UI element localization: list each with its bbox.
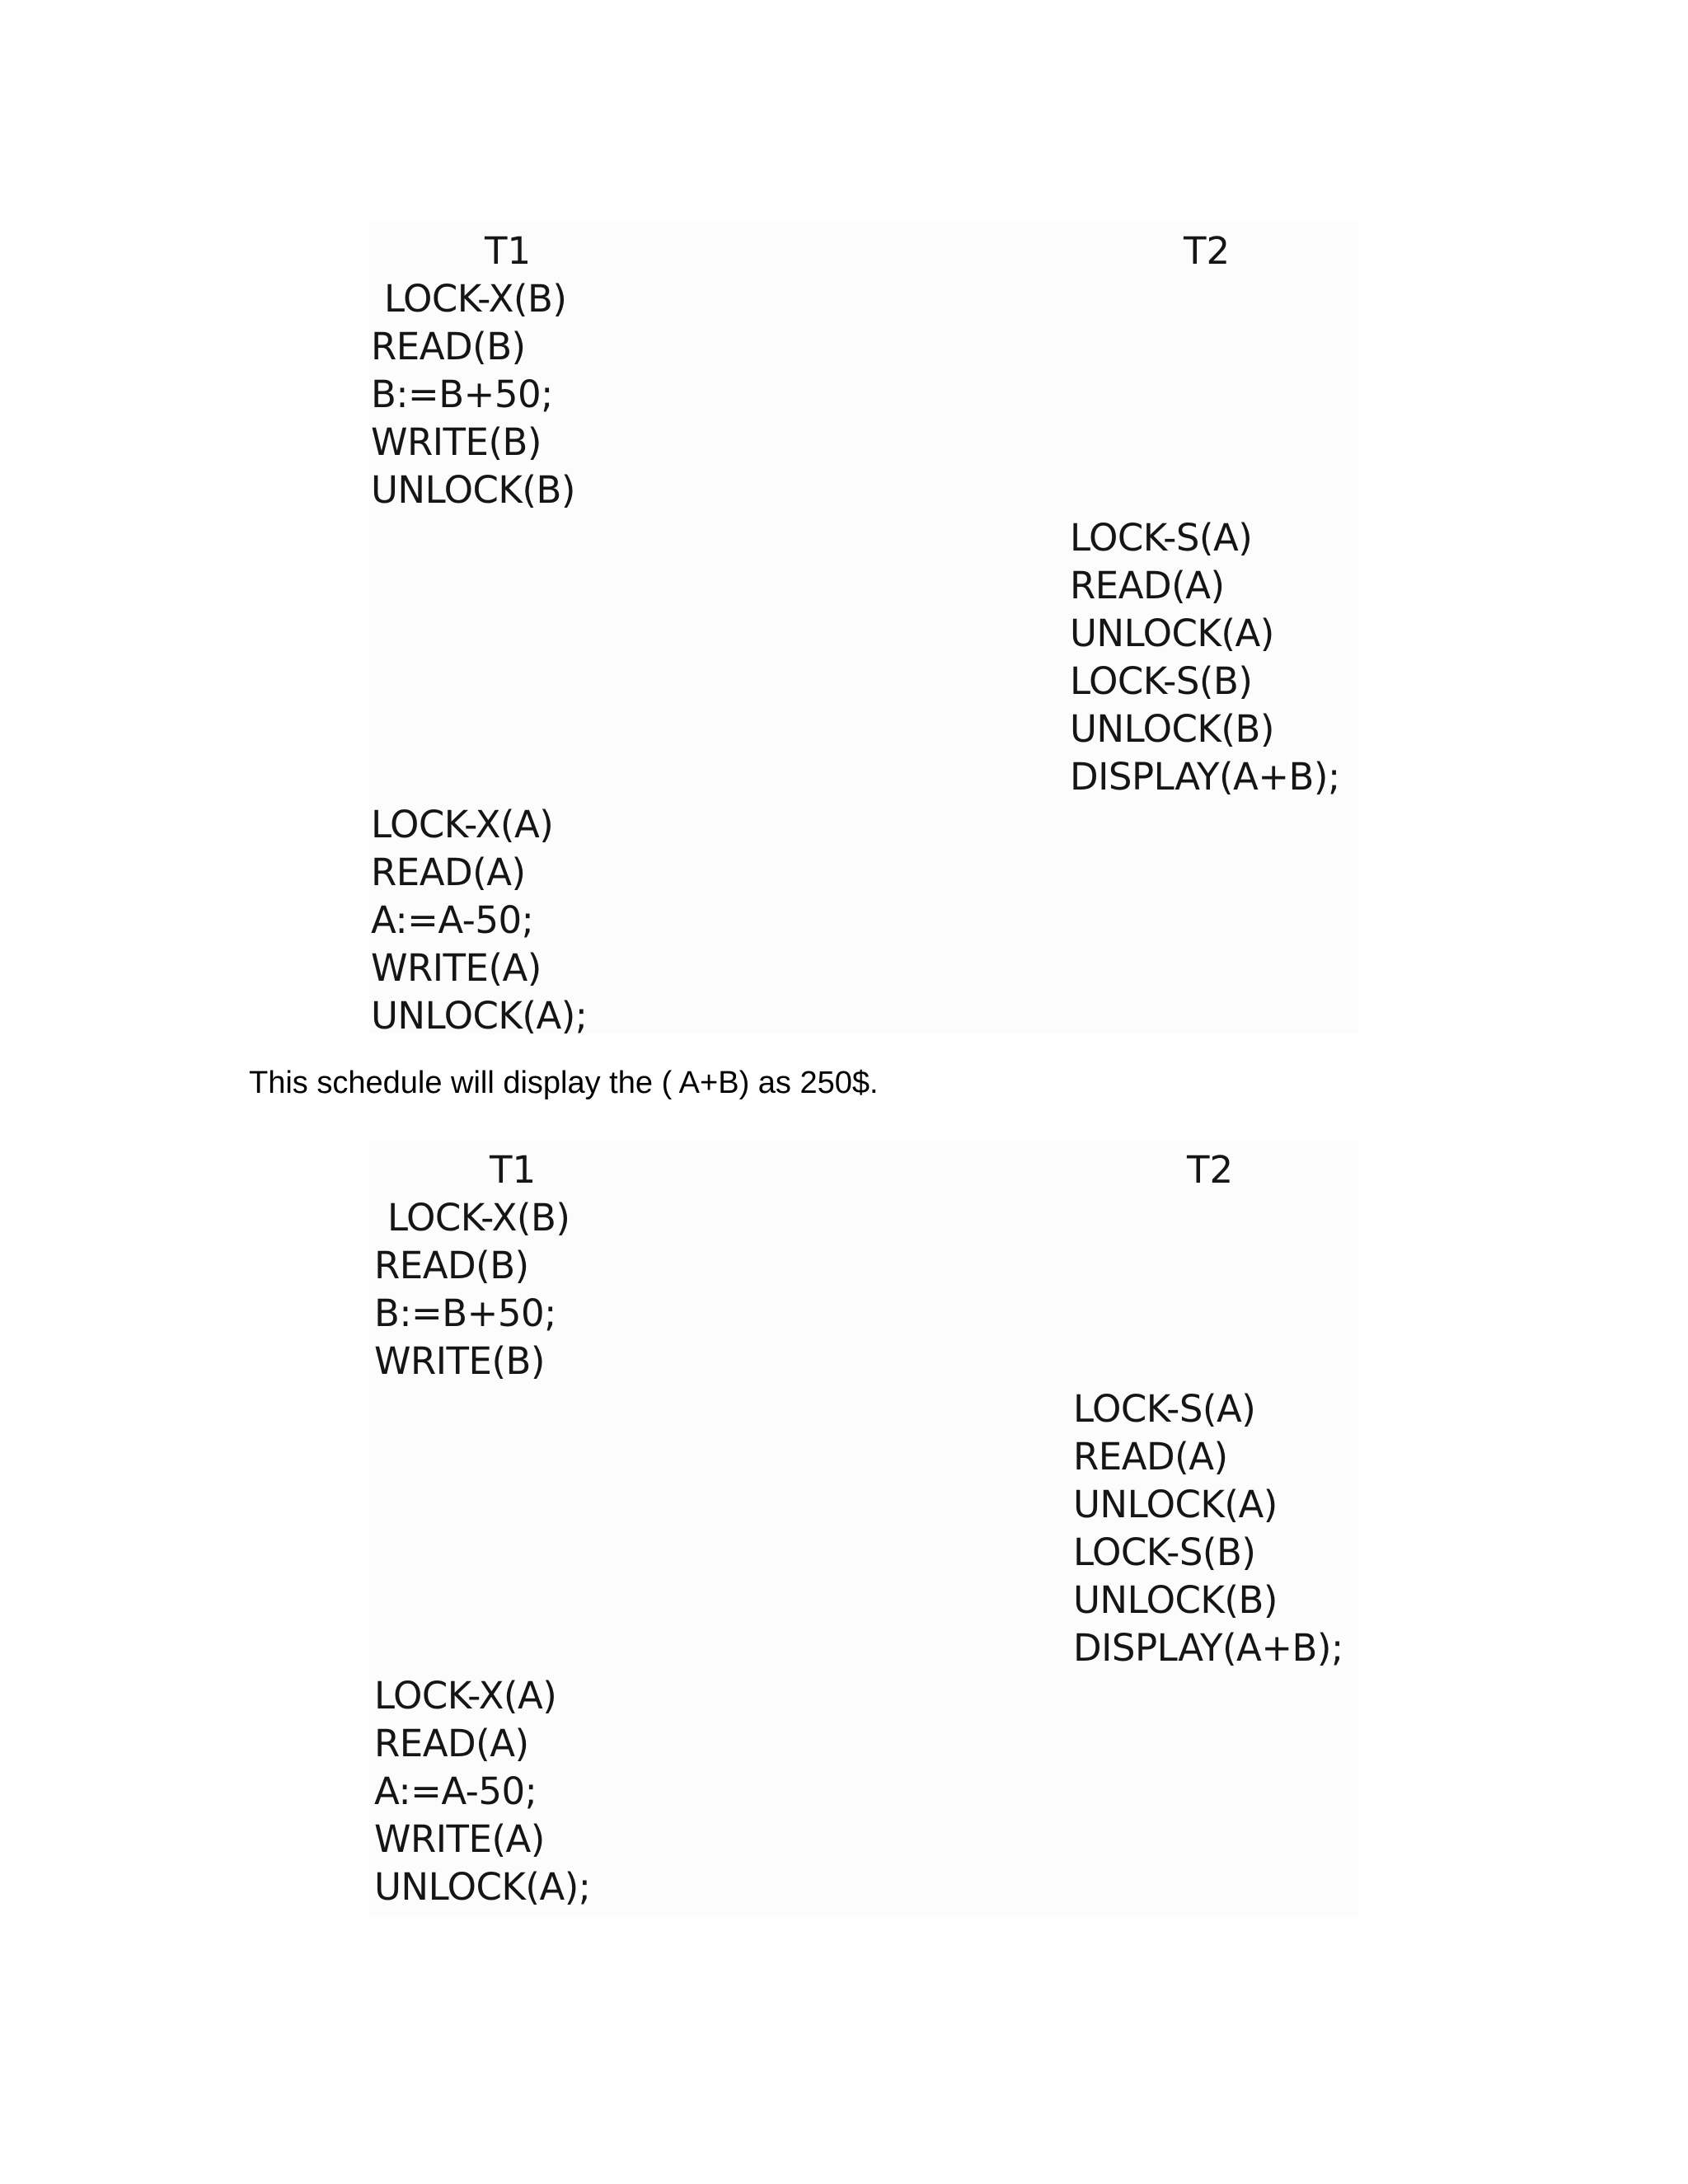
t1-step: LOCK-X(A) xyxy=(371,803,554,846)
t1-step: UNLOCK(B) xyxy=(371,468,575,512)
t1-step: READ(B) xyxy=(371,325,526,368)
t1-step: WRITE(A) xyxy=(374,1817,545,1861)
t2-step: UNLOCK(A) xyxy=(1070,612,1274,655)
t2-step: UNLOCK(A) xyxy=(1073,1483,1278,1526)
t1-step: UNLOCK(A); xyxy=(371,994,588,1038)
t1-step: B:=B+50; xyxy=(374,1291,556,1335)
t1-step: READ(A) xyxy=(371,851,526,894)
t1-step: LOCK-X(A) xyxy=(374,1674,557,1718)
schedule-table-1 xyxy=(369,221,1358,1038)
t2-header: T2 xyxy=(1184,229,1231,273)
t1-step: B:=B+50; xyxy=(371,373,553,416)
t1-header: T1 xyxy=(485,229,532,273)
t1-step: WRITE(B) xyxy=(371,420,542,464)
t2-step: DISPLAY(A+B); xyxy=(1073,1626,1343,1670)
schedule-table-2 xyxy=(369,1141,1358,1916)
t2-step: LOCK-S(A) xyxy=(1070,516,1253,560)
t2-step: LOCK-S(B) xyxy=(1073,1530,1256,1574)
t2-step: READ(A) xyxy=(1073,1435,1228,1479)
t1-step: UNLOCK(A); xyxy=(374,1865,591,1909)
t1-step: WRITE(A) xyxy=(371,946,542,990)
t2-step: LOCK-S(A) xyxy=(1073,1387,1256,1431)
t1-step: WRITE(B) xyxy=(374,1339,545,1383)
t1-step: READ(B) xyxy=(374,1244,529,1287)
t1-step: READ(A) xyxy=(374,1722,529,1765)
t2-step: LOCK-S(B) xyxy=(1070,659,1253,703)
t2-step: UNLOCK(B) xyxy=(1073,1578,1278,1622)
t2-step: DISPLAY(A+B); xyxy=(1070,755,1340,799)
t1-step: A:=A-50; xyxy=(374,1769,537,1813)
t1-step: LOCK-X(B) xyxy=(387,1196,570,1240)
t2-header: T2 xyxy=(1187,1148,1234,1192)
t1-header: T1 xyxy=(490,1148,537,1192)
schedule-caption: This schedule will display the ( A+B) as 250$. xyxy=(249,1066,879,1100)
t2-step: READ(A) xyxy=(1070,564,1225,607)
t2-step: UNLOCK(B) xyxy=(1070,707,1274,751)
t1-step: LOCK-X(B) xyxy=(384,277,567,321)
t1-step: A:=A-50; xyxy=(371,898,534,942)
